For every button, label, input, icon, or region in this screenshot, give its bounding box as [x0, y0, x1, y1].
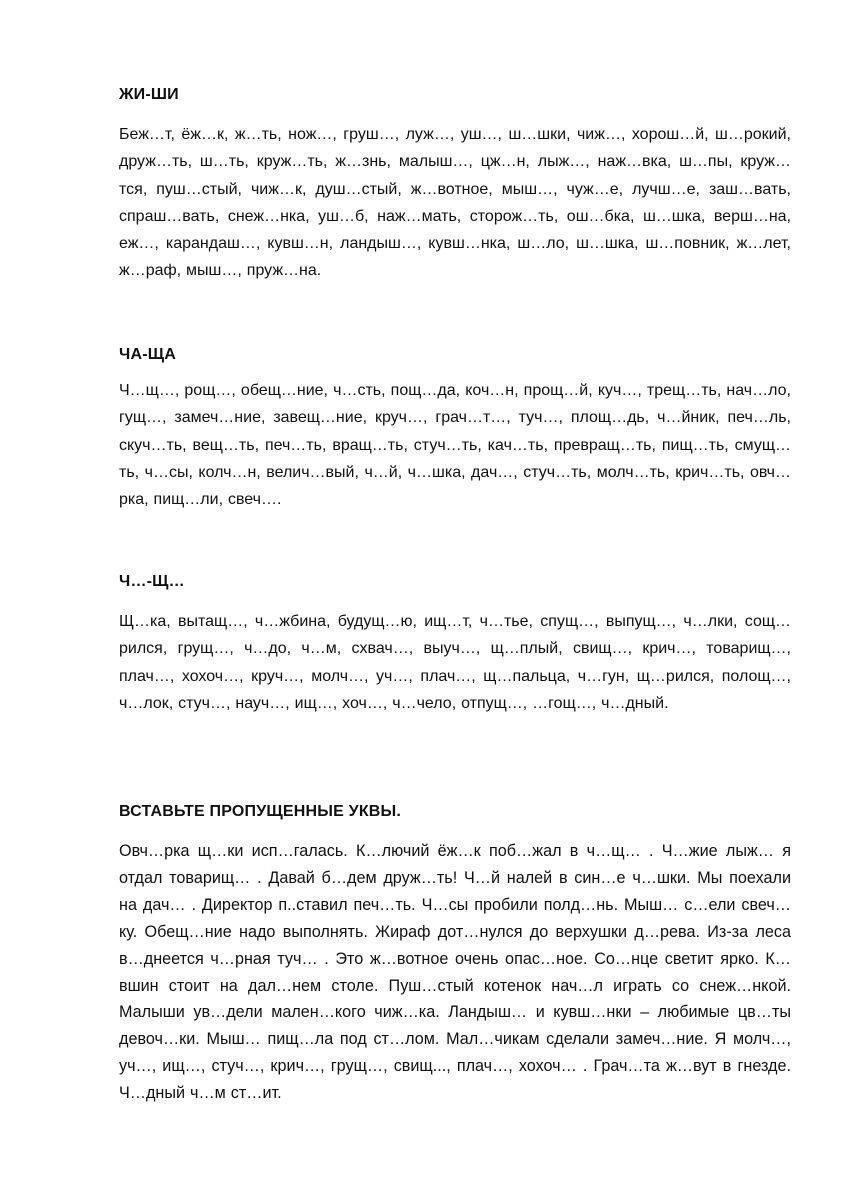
- section-text-insert-letters: Овч…рка щ…ки исп…галась. К…лючий ёж…к поб…жал в ч…щ… . Ч…жие лыж… я отдал товарищ… . Давай б…дем друж…ть! Ч…й налей в син…е ч…шки. Мы поехали на дач… . Директор п..ставил печ…ть. Ч…сы пробили полд…нь. Мыш… с…ели свеч…ку. Обещ…ние надо выполнять. Жираф дот…нулся до верхушки д…рева. Из-за леса в…днеется ч…рная туч… . Это ж…вотное очень опас…ное. Со…нце светит ярко. К…вшин стоит на дал…нем столе. Пуш…стый котенок нач…л играть со снеж…нкой. Малыши ув…дели мален…кого чиж…ка. Ландыш… и кувш…нки – любимые цв…ты девоч…ки. Мыш… пищ…ла под ст…лом. Мал…чикам сделали замеч…ние. Я молч…, уч…, ищ…, стуч…, крич…, грущ…, свищ..., плач…, хохоч… . Грач…та ж…вут в гнезде. Ч…дный ч…м ст…ит.: [119, 842, 791, 1103]
- section-text-cha-shcha: Ч…щ…, рощ…, обещ…ние, ч…сть, пощ…да, коч…н, прощ…й, куч…, трещ…ть, нач…ло, гущ…, замеч…ние, завещ…ние, круч…, грач…т…, туч…, площ…дь, ч…йник, печ…ль, скуч…ть, вещ…ть, печ…ть, вращ…ть, стуч…ть, кач…ть, превращ…ть, пищ…ть, смущ…ть, ч…сы, колч…н, велич…вый, ч…й, ч…шка, дач…, стуч…ть, молч…ть, крич…ть, овч…рка, пищ…ли, свеч….: [119, 382, 791, 509]
- section-title-chu-shchu: Ч…-Щ…: [119, 573, 185, 590]
- section-title-cha-shcha: ЧА-ЩА: [119, 346, 176, 363]
- section-text-zhi-shi: Беж…т, ёж…к, ж…ть, нож…, груш…, луж…, уш…, ш…шки, чиж…, хорош…й, ш…рокий, друж…ть, ш…ть, круж…ть, ж…знь, малыш…, цж…н, лыж…, наж…вка, ш…пы, круж…тся, пуш…стый, чиж…к, душ…стый, ж…вотное, мыш…, чуж…е, лучш…е, заш…вать, спраш…вать, снеж…нка, уш…б, наж…мать, сторож…ть, ош…бка, ш…шка, верш…на, еж…, карандаш…, кувш…н, ландыш…, кувш…нка, ш…ло, ш…шка, ш…повник, ж…лет, ж…раф, мыш…, пруж…на.: [119, 126, 791, 280]
- section-text-chu-shchu: Щ…ка, вытащ…, ч…жбина, будущ…ю, ищ…т, ч…тье, спущ…, выпущ…, ч…лки, сощ…рился, грущ…, ч…до, ч…м, схвач…, выуч…, щ…плый, свищ…, крич…, товарищ…, плач…, хохоч…, круч…, молч…, уч…, плач…, щ…пальца, ч…гун, щ…рился, полощ…, ч…лок, стуч…, науч…, ищ…, хоч…, ч…чело, отпущ…, …гощ…, ч…дный.: [119, 613, 791, 712]
- section-title-zhi-shi: ЖИ-ШИ: [119, 86, 179, 103]
- section-title-insert-letters: ВСТАВЬТЕ ПРОПУЩЕННЫЕ УКВЫ.: [119, 803, 402, 820]
